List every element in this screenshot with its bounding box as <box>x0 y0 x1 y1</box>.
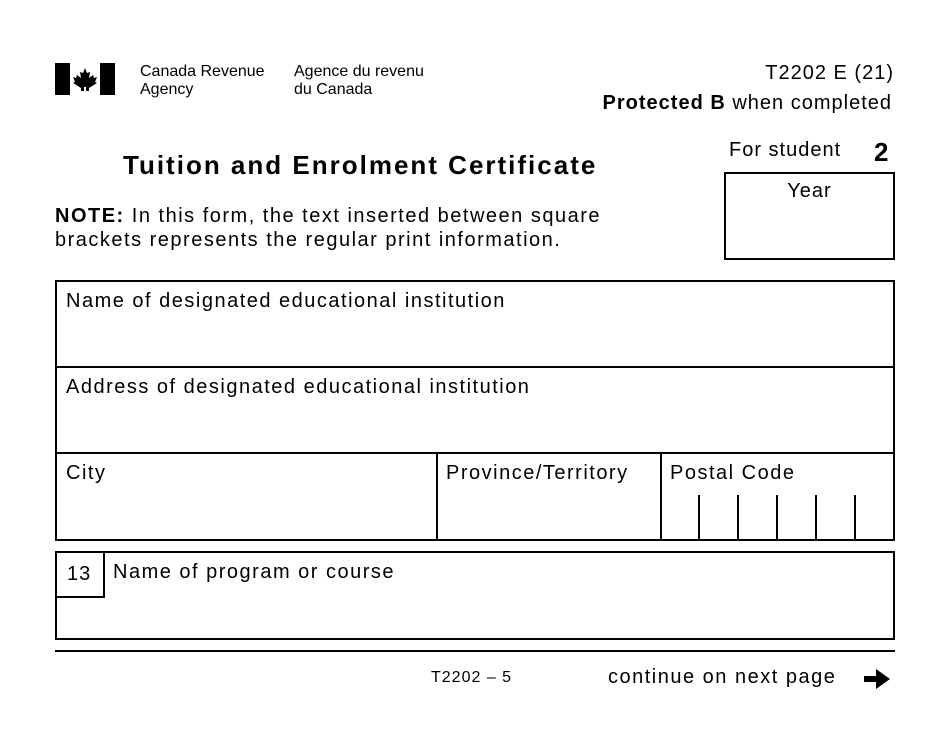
row-divider <box>57 366 893 368</box>
year-field[interactable] <box>724 172 895 260</box>
program-name-field[interactable]: Name of program or course <box>113 561 396 583</box>
footer-divider <box>55 650 895 652</box>
postal-code-separator <box>698 495 700 539</box>
note-text: NOTE: In this form, the text inserted between square brackets represents the regular print information. <box>55 205 601 251</box>
protected-status: Protected B when completed <box>602 92 892 114</box>
form-code: T2202 E (21) <box>765 62 894 84</box>
agency-name-english: Canada Revenue Agency <box>140 63 265 98</box>
row-divider <box>57 452 893 454</box>
box-number: 13 <box>57 553 105 598</box>
postal-code-field[interactable]: Postal Code <box>670 462 796 484</box>
postal-code-separator <box>776 495 778 539</box>
column-divider <box>436 452 438 539</box>
institution-info-box <box>55 280 895 541</box>
continue-text: continue on next page <box>608 666 837 688</box>
postal-code-separator <box>854 495 856 539</box>
column-divider <box>660 452 662 539</box>
institution-name-field[interactable]: Name of designated educational institution <box>66 290 506 312</box>
student-number: 2 <box>874 137 889 167</box>
year-label: Year <box>787 180 832 202</box>
arrow-right-icon <box>862 667 892 691</box>
province-field[interactable]: Province/Territory <box>446 462 629 484</box>
agency-name-french: Agence du revenu du Canada <box>294 63 424 98</box>
page-number: T2202 – 5 <box>431 669 513 686</box>
page-title: Tuition and Enrolment Certificate <box>123 150 598 180</box>
canada-flag-icon <box>55 63 115 95</box>
for-student-label: For student <box>729 139 842 161</box>
program-box <box>55 551 895 640</box>
city-field[interactable]: City <box>66 462 107 484</box>
postal-code-separator <box>815 495 817 539</box>
institution-address-field[interactable]: Address of designated educational institution <box>66 376 531 398</box>
postal-code-separator <box>737 495 739 539</box>
